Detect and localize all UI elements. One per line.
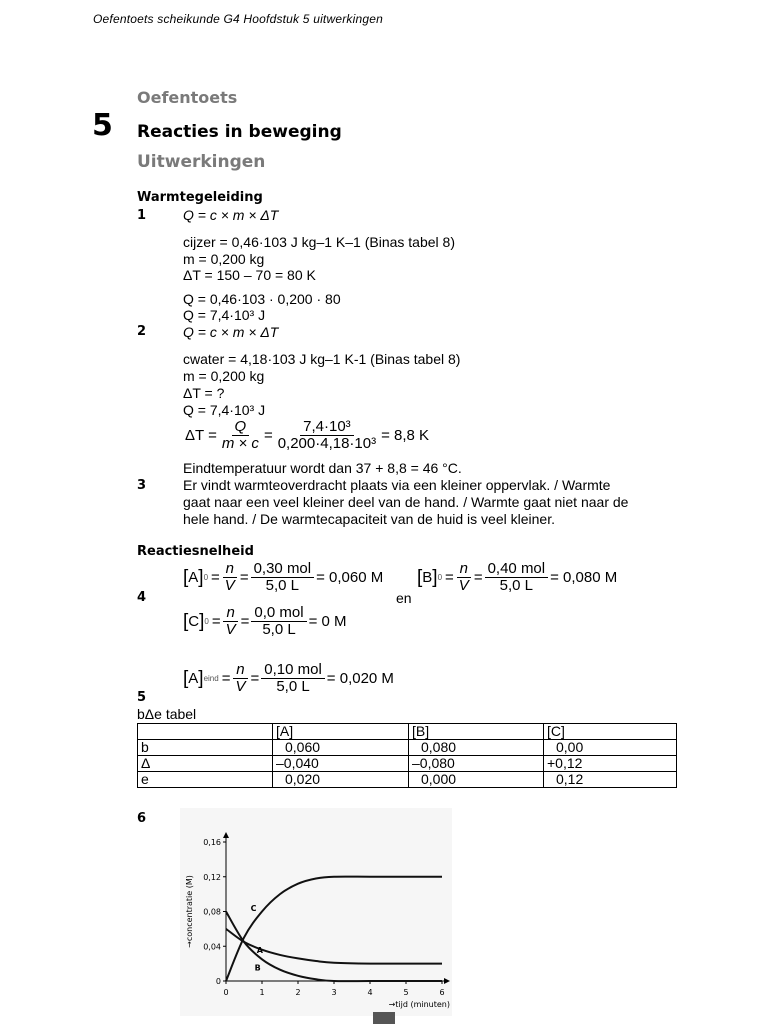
question-number: 5 bbox=[137, 690, 147, 705]
table-cell: +0,12 bbox=[544, 756, 677, 772]
chart-svg bbox=[180, 808, 452, 1016]
table-cell bbox=[138, 724, 273, 740]
x-axis-arrow bbox=[444, 978, 450, 984]
q4-equation-c: [ C ] 0 = $\frac{n}{V}$ = 0,0 mol 5,0 L = 0 M bbox=[183, 604, 347, 638]
table-row bbox=[138, 756, 677, 772]
y-axis-arrow bbox=[223, 832, 229, 838]
series-label-a: A bbox=[256, 945, 264, 955]
q1-line: ΔT = 150 – 70 = 80 K bbox=[183, 267, 316, 283]
q5-caption: bΔe tabel bbox=[137, 706, 197, 722]
table-cell: b bbox=[138, 740, 273, 756]
x-tick-label: 4 bbox=[367, 988, 373, 997]
q4-equation-b: [ B ] 0 = $\frac{n}{V}$ = 0,40 mol 5,0 L = 0,080 M bbox=[417, 560, 618, 594]
question-number: 3 bbox=[137, 478, 147, 493]
q4-equation-a: [ A ] 0 = $\frac{n}{V}$ = 0,30 mol 5,0 L = 0,060 M bbox=[183, 560, 384, 594]
page-header: Oefentoets scheikunde G4 Hoofdstuk 5 uitwerkingen bbox=[93, 12, 383, 26]
y-tick-label: 0,04 bbox=[203, 942, 221, 952]
bde-table bbox=[137, 723, 677, 788]
table-cell: 0,12 bbox=[544, 772, 677, 788]
x-tick-label: 2 bbox=[295, 988, 301, 997]
q1-line: Q = 0,46·103 · 0,200 · 80 bbox=[183, 291, 341, 307]
q4-en: en bbox=[396, 590, 412, 606]
x-tick-label: 1 bbox=[259, 988, 265, 997]
section-warmtegeleiding: Warmtegeleiding bbox=[137, 190, 263, 205]
series-label-c: C bbox=[250, 903, 257, 913]
series-label-b: B bbox=[254, 963, 261, 973]
q4-equation-a-eind: [ A ] eind = $\frac{n}{V}$ = 0,10 mol 5,0 L = 0,020 M bbox=[183, 661, 394, 695]
y-tick-label: 0 bbox=[215, 977, 221, 986]
q1-formula: Q = c × m × ΔT bbox=[183, 207, 279, 223]
q2-formula: Q = c × m × ΔT bbox=[183, 324, 279, 340]
table-cell: e bbox=[138, 772, 273, 788]
q2-line: Q = 7,4·10³ J bbox=[183, 402, 266, 418]
section-reactiesnelheid: Reactiesnelheid bbox=[137, 544, 254, 559]
table-cell: 0,00 bbox=[544, 740, 677, 756]
question-number: 4 bbox=[137, 590, 147, 605]
y-tick-label: 0,12 bbox=[203, 872, 221, 882]
chapter-number: 5 bbox=[92, 108, 113, 143]
y-tick-label: 0,08 bbox=[203, 907, 221, 917]
x-axis-label: →tijd (minuten) bbox=[388, 1000, 450, 1009]
uitwerkingen-heading: Uitwerkingen bbox=[137, 152, 266, 172]
page-title: Reacties in beweging bbox=[137, 122, 342, 142]
table-row bbox=[138, 724, 677, 740]
q2-line: m = 0,200 kg bbox=[183, 368, 265, 384]
table-cell: [B] bbox=[409, 724, 544, 740]
table-row bbox=[138, 772, 677, 788]
q3-line: hele hand. / De warmtecapaciteit van de huid is veel kleiner. bbox=[183, 511, 555, 527]
table-cell: 0,000 bbox=[409, 772, 544, 788]
table-cell: 0,020 bbox=[273, 772, 409, 788]
y-tick-label: 0,16 bbox=[203, 838, 221, 847]
q2-line: Eindtemperatuur wordt dan 37 + 8,8 = 46 °C. bbox=[183, 460, 462, 476]
question-number: 6 bbox=[137, 811, 147, 826]
concentration-chart bbox=[180, 808, 452, 1016]
q2-line: cwater = 4,18·103 J kg–1 K-1 (Binas tabel 8) bbox=[183, 351, 461, 367]
q2-line: ΔT = ? bbox=[183, 385, 225, 401]
page-marker bbox=[373, 1012, 395, 1024]
q3-line: gaat naar een veel kleiner deel van de hand. / Warmte gaat niet naar de bbox=[183, 494, 629, 510]
q1-line: m = 0,200 kg bbox=[183, 251, 265, 267]
q3-line: Er vindt warmteoverdracht plaats via een kleiner oppervlak. / Warmte bbox=[183, 477, 611, 493]
table-cell: [C] bbox=[544, 724, 677, 740]
table-cell: [A] bbox=[273, 724, 409, 740]
table-cell: Δ bbox=[138, 756, 273, 772]
table-cell: –0,040 bbox=[273, 756, 409, 772]
subtitle: Oefentoets bbox=[137, 88, 238, 107]
question-number: 2 bbox=[137, 324, 147, 339]
q1-line: cijzer = 0,46·103 J kg–1 K–1 (Binas tabel 8) bbox=[183, 234, 455, 250]
question-number: 1 bbox=[137, 208, 147, 223]
x-tick-label: 6 bbox=[439, 988, 445, 997]
table-cell: –0,080 bbox=[409, 756, 544, 772]
q2-equation: ΔT = $\frac{Q}{m \times c}$ = $\frac{\text{7,4·10³}}{\text{0,200·4,18·10³}}$ = 8,8 K bbox=[185, 418, 430, 452]
table-cell: 0,080 bbox=[409, 740, 544, 756]
y-axis-label: →concentratie (M) bbox=[185, 875, 194, 948]
table-cell: 0,060 bbox=[273, 740, 409, 756]
q1-line: Q = 7,4·10³ J bbox=[183, 307, 266, 323]
x-tick-label: 5 bbox=[403, 988, 409, 997]
table-row bbox=[138, 740, 677, 756]
x-tick-label: 0 bbox=[223, 988, 229, 997]
x-tick-label: 3 bbox=[331, 988, 337, 997]
